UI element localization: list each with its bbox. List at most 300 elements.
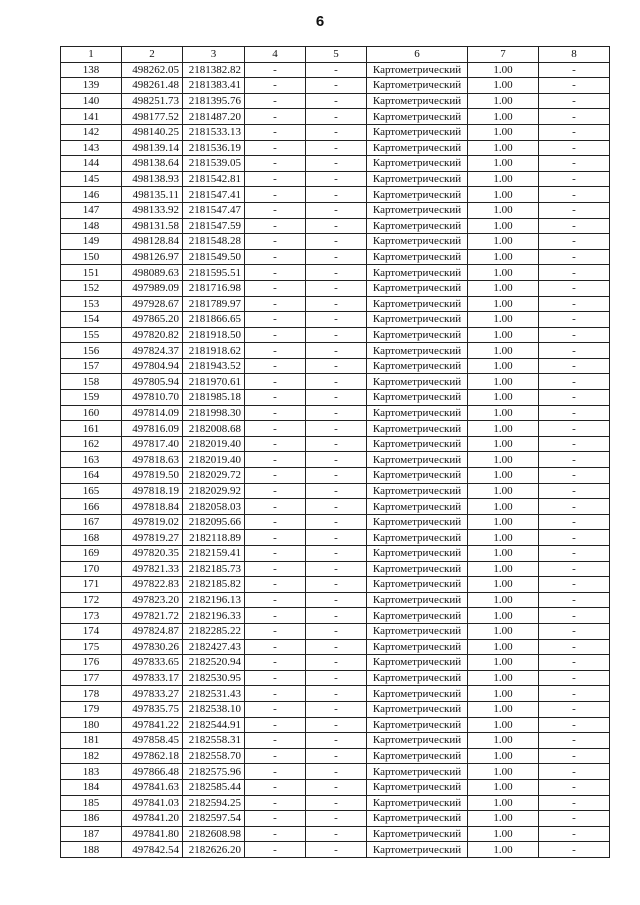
col-4-cell: - — [245, 390, 306, 406]
col-5-cell: - — [306, 218, 367, 234]
point-number-cell: 166 — [61, 499, 122, 515]
point-number-cell: 179 — [61, 701, 122, 717]
table-row — [61, 78, 610, 94]
col-5-cell: - — [306, 265, 367, 281]
col-8-cell: - — [539, 249, 610, 265]
accuracy-cell: 1.00 — [468, 795, 539, 811]
y-coordinate-cell: 2182520.94 — [183, 655, 245, 671]
accuracy-cell: 1.00 — [468, 514, 539, 530]
point-number-cell: 165 — [61, 483, 122, 499]
x-coordinate-cell: 497833.17 — [122, 670, 183, 686]
method-cell: Картометрический — [367, 546, 468, 562]
point-number-cell: 185 — [61, 795, 122, 811]
x-coordinate-cell: 498261.48 — [122, 78, 183, 94]
y-coordinate-cell: 2181533.13 — [183, 124, 245, 140]
col-5-cell: - — [306, 312, 367, 328]
col-5-cell: - — [306, 561, 367, 577]
method-cell: Картометрический — [367, 62, 468, 78]
y-coordinate-cell: 2182585.44 — [183, 779, 245, 795]
accuracy-cell: 1.00 — [468, 296, 539, 312]
accuracy-cell: 1.00 — [468, 452, 539, 468]
table-row — [61, 686, 610, 702]
accuracy-cell: 1.00 — [468, 327, 539, 343]
col-8-cell: - — [539, 655, 610, 671]
y-coordinate-cell: 2182285.22 — [183, 623, 245, 639]
col-4-cell: - — [245, 748, 306, 764]
method-cell: Картометрический — [367, 779, 468, 795]
point-number-cell: 151 — [61, 265, 122, 281]
col-5-cell: - — [306, 327, 367, 343]
col-8-cell: - — [539, 639, 610, 655]
col-5-cell: - — [306, 187, 367, 203]
point-number-cell: 187 — [61, 826, 122, 842]
table-row — [61, 764, 610, 780]
col-5-cell: - — [306, 733, 367, 749]
col-4-cell: - — [245, 202, 306, 218]
y-coordinate-cell: 2181918.50 — [183, 327, 245, 343]
col-8-cell: - — [539, 187, 610, 203]
table-row — [61, 499, 610, 515]
method-cell: Картометрический — [367, 592, 468, 608]
method-cell: Картометрический — [367, 421, 468, 437]
x-coordinate-cell: 497818.84 — [122, 499, 183, 515]
y-coordinate-cell: 2182597.54 — [183, 811, 245, 827]
col-4-cell: - — [245, 343, 306, 359]
y-coordinate-cell: 2182008.68 — [183, 421, 245, 437]
col-5-cell: - — [306, 140, 367, 156]
point-number-cell: 182 — [61, 748, 122, 764]
col-5-cell: - — [306, 343, 367, 359]
accuracy-cell: 1.00 — [468, 187, 539, 203]
col-5-cell: - — [306, 109, 367, 125]
y-coordinate-cell: 2182558.70 — [183, 748, 245, 764]
accuracy-cell: 1.00 — [468, 717, 539, 733]
point-number-cell: 173 — [61, 608, 122, 624]
y-coordinate-cell: 2181539.05 — [183, 156, 245, 172]
table-row — [61, 608, 610, 624]
point-number-cell: 138 — [61, 62, 122, 78]
x-coordinate-cell: 497818.63 — [122, 452, 183, 468]
col-8-cell: - — [539, 795, 610, 811]
col-5-cell: - — [306, 717, 367, 733]
y-coordinate-cell: 2182530.95 — [183, 670, 245, 686]
point-number-cell: 159 — [61, 390, 122, 406]
x-coordinate-cell: 497805.94 — [122, 374, 183, 390]
col-4-cell: - — [245, 483, 306, 499]
accuracy-cell: 1.00 — [468, 608, 539, 624]
y-coordinate-cell: 2182608.98 — [183, 826, 245, 842]
x-coordinate-cell: 497830.26 — [122, 639, 183, 655]
y-coordinate-cell: 2182095.66 — [183, 514, 245, 530]
y-coordinate-cell: 2181536.19 — [183, 140, 245, 156]
y-coordinate-cell: 2182558.31 — [183, 733, 245, 749]
point-number-cell: 145 — [61, 171, 122, 187]
col-8-cell: - — [539, 296, 610, 312]
table-row — [61, 265, 610, 281]
col-5-cell: - — [306, 202, 367, 218]
col-5-cell: - — [306, 795, 367, 811]
table-row — [61, 670, 610, 686]
col-8-cell: - — [539, 514, 610, 530]
y-coordinate-cell: 2181789.97 — [183, 296, 245, 312]
point-number-cell: 172 — [61, 592, 122, 608]
point-number-cell: 162 — [61, 436, 122, 452]
col-8-cell: - — [539, 140, 610, 156]
col-4-cell: - — [245, 608, 306, 624]
table-row — [61, 795, 610, 811]
y-coordinate-cell: 2182019.40 — [183, 452, 245, 468]
y-coordinate-cell: 2182029.72 — [183, 468, 245, 484]
col-5-cell: - — [306, 78, 367, 94]
point-number-cell: 188 — [61, 842, 122, 858]
point-number-cell: 156 — [61, 343, 122, 359]
point-number-cell: 146 — [61, 187, 122, 203]
x-coordinate-cell: 498131.58 — [122, 218, 183, 234]
y-coordinate-cell: 2181595.51 — [183, 265, 245, 281]
method-cell: Картометрический — [367, 202, 468, 218]
col-8-cell: - — [539, 436, 610, 452]
col-8-cell: - — [539, 327, 610, 343]
point-number-cell: 157 — [61, 358, 122, 374]
y-coordinate-cell: 2181918.62 — [183, 343, 245, 359]
col-5-cell: - — [306, 280, 367, 296]
point-number-cell: 175 — [61, 639, 122, 655]
coordinates-table — [60, 46, 610, 858]
table-header-row — [61, 47, 610, 63]
col-8-cell: - — [539, 343, 610, 359]
col-5-cell: - — [306, 171, 367, 187]
method-cell: Картометрический — [367, 171, 468, 187]
method-cell: Картометрический — [367, 374, 468, 390]
method-cell: Картометрический — [367, 639, 468, 655]
point-number-cell: 170 — [61, 561, 122, 577]
col-5-cell: - — [306, 390, 367, 406]
col-8-cell: - — [539, 390, 610, 406]
accuracy-cell: 1.00 — [468, 374, 539, 390]
x-coordinate-cell: 498177.52 — [122, 109, 183, 125]
col-8-cell: - — [539, 124, 610, 140]
col-5-cell: - — [306, 421, 367, 437]
table-row — [61, 343, 610, 359]
point-number-cell: 143 — [61, 140, 122, 156]
table-row — [61, 93, 610, 109]
x-coordinate-cell: 497818.19 — [122, 483, 183, 499]
col-8-cell: - — [539, 546, 610, 562]
method-cell: Картометрический — [367, 93, 468, 109]
x-coordinate-cell: 497819.02 — [122, 514, 183, 530]
col-5-cell: - — [306, 842, 367, 858]
accuracy-cell: 1.00 — [468, 670, 539, 686]
col-8-cell: - — [539, 358, 610, 374]
column-header-1: 1 — [61, 47, 122, 63]
col-8-cell: - — [539, 156, 610, 172]
col-5-cell: - — [306, 686, 367, 702]
point-number-cell: 142 — [61, 124, 122, 140]
accuracy-cell: 1.00 — [468, 686, 539, 702]
accuracy-cell: 1.00 — [468, 390, 539, 406]
col-4-cell: - — [245, 374, 306, 390]
col-8-cell: - — [539, 109, 610, 125]
point-number-cell: 183 — [61, 764, 122, 780]
table-row — [61, 561, 610, 577]
x-coordinate-cell: 497833.27 — [122, 686, 183, 702]
point-number-cell: 141 — [61, 109, 122, 125]
col-4-cell: - — [245, 405, 306, 421]
y-coordinate-cell: 2182019.40 — [183, 436, 245, 452]
x-coordinate-cell: 497820.35 — [122, 546, 183, 562]
table-row — [61, 374, 610, 390]
point-number-cell: 144 — [61, 156, 122, 172]
accuracy-cell: 1.00 — [468, 280, 539, 296]
table-row — [61, 592, 610, 608]
x-coordinate-cell: 498089.63 — [122, 265, 183, 281]
table-row — [61, 280, 610, 296]
accuracy-cell: 1.00 — [468, 202, 539, 218]
accuracy-cell: 1.00 — [468, 265, 539, 281]
accuracy-cell: 1.00 — [468, 436, 539, 452]
col-4-cell: - — [245, 218, 306, 234]
point-number-cell: 167 — [61, 514, 122, 530]
x-coordinate-cell: 497841.63 — [122, 779, 183, 795]
col-5-cell: - — [306, 452, 367, 468]
x-coordinate-cell: 497989.09 — [122, 280, 183, 296]
method-cell: Картометрический — [367, 795, 468, 811]
x-coordinate-cell: 498139.14 — [122, 140, 183, 156]
col-8-cell: - — [539, 78, 610, 94]
x-coordinate-cell: 497822.83 — [122, 577, 183, 593]
y-coordinate-cell: 2181716.98 — [183, 280, 245, 296]
col-5-cell: - — [306, 779, 367, 795]
accuracy-cell: 1.00 — [468, 639, 539, 655]
method-cell: Картометрический — [367, 717, 468, 733]
col-4-cell: - — [245, 62, 306, 78]
table-row — [61, 826, 610, 842]
x-coordinate-cell: 497817.40 — [122, 436, 183, 452]
method-cell: Картометрический — [367, 452, 468, 468]
col-8-cell: - — [539, 405, 610, 421]
x-coordinate-cell: 497804.94 — [122, 358, 183, 374]
accuracy-cell: 1.00 — [468, 701, 539, 717]
x-coordinate-cell: 497816.09 — [122, 421, 183, 437]
point-number-cell: 184 — [61, 779, 122, 795]
accuracy-cell: 1.00 — [468, 577, 539, 593]
accuracy-cell: 1.00 — [468, 171, 539, 187]
table-row — [61, 187, 610, 203]
point-number-cell: 160 — [61, 405, 122, 421]
col-4-cell: - — [245, 717, 306, 733]
method-cell: Картометрический — [367, 436, 468, 452]
method-cell: Картометрический — [367, 124, 468, 140]
y-coordinate-cell: 2181395.76 — [183, 93, 245, 109]
table-row — [61, 140, 610, 156]
y-coordinate-cell: 2182185.73 — [183, 561, 245, 577]
col-5-cell: - — [306, 156, 367, 172]
y-coordinate-cell: 2181985.18 — [183, 390, 245, 406]
col-4-cell: - — [245, 623, 306, 639]
table-row — [61, 514, 610, 530]
method-cell: Картометрический — [367, 483, 468, 499]
col-8-cell: - — [539, 733, 610, 749]
table-row — [61, 748, 610, 764]
accuracy-cell: 1.00 — [468, 421, 539, 437]
point-number-cell: 155 — [61, 327, 122, 343]
col-8-cell: - — [539, 530, 610, 546]
point-number-cell: 158 — [61, 374, 122, 390]
point-number-cell: 169 — [61, 546, 122, 562]
y-coordinate-cell: 2182029.92 — [183, 483, 245, 499]
table-row — [61, 701, 610, 717]
table-row — [61, 546, 610, 562]
col-5-cell: - — [306, 655, 367, 671]
table-row — [61, 249, 610, 265]
x-coordinate-cell: 497841.80 — [122, 826, 183, 842]
accuracy-cell: 1.00 — [468, 358, 539, 374]
method-cell: Картометрический — [367, 655, 468, 671]
col-8-cell: - — [539, 265, 610, 281]
col-8-cell: - — [539, 452, 610, 468]
point-number-cell: 181 — [61, 733, 122, 749]
col-5-cell: - — [306, 405, 367, 421]
y-coordinate-cell: 2182159.41 — [183, 546, 245, 562]
y-coordinate-cell: 2182196.33 — [183, 608, 245, 624]
table-row — [61, 109, 610, 125]
x-coordinate-cell: 497858.45 — [122, 733, 183, 749]
col-5-cell: - — [306, 530, 367, 546]
method-cell: Картометрический — [367, 764, 468, 780]
y-coordinate-cell: 2182196.13 — [183, 592, 245, 608]
method-cell: Картометрический — [367, 405, 468, 421]
table-row — [61, 171, 610, 187]
col-8-cell: - — [539, 280, 610, 296]
point-number-cell: 168 — [61, 530, 122, 546]
col-8-cell: - — [539, 608, 610, 624]
y-coordinate-cell: 2181382.82 — [183, 62, 245, 78]
col-4-cell: - — [245, 140, 306, 156]
x-coordinate-cell: 498262.05 — [122, 62, 183, 78]
point-number-cell: 178 — [61, 686, 122, 702]
col-8-cell: - — [539, 764, 610, 780]
col-5-cell: - — [306, 234, 367, 250]
col-5-cell: - — [306, 748, 367, 764]
col-5-cell: - — [306, 764, 367, 780]
accuracy-cell: 1.00 — [468, 124, 539, 140]
accuracy-cell: 1.00 — [468, 312, 539, 328]
col-4-cell: - — [245, 436, 306, 452]
point-number-cell: 163 — [61, 452, 122, 468]
col-8-cell: - — [539, 670, 610, 686]
table-row — [61, 358, 610, 374]
col-5-cell: - — [306, 296, 367, 312]
col-8-cell: - — [539, 171, 610, 187]
method-cell: Картометрический — [367, 280, 468, 296]
y-coordinate-cell: 2181866.65 — [183, 312, 245, 328]
x-coordinate-cell: 497841.03 — [122, 795, 183, 811]
col-4-cell: - — [245, 327, 306, 343]
col-8-cell: - — [539, 701, 610, 717]
table-row — [61, 218, 610, 234]
table-row — [61, 452, 610, 468]
table-row — [61, 811, 610, 827]
method-cell: Картометрический — [367, 733, 468, 749]
col-4-cell: - — [245, 265, 306, 281]
col-4-cell: - — [245, 124, 306, 140]
x-coordinate-cell: 498126.97 — [122, 249, 183, 265]
col-8-cell: - — [539, 312, 610, 328]
col-8-cell: - — [539, 234, 610, 250]
table-row — [61, 639, 610, 655]
method-cell: Картометрический — [367, 296, 468, 312]
accuracy-cell: 1.00 — [468, 779, 539, 795]
table-row — [61, 202, 610, 218]
x-coordinate-cell: 497823.20 — [122, 592, 183, 608]
y-coordinate-cell: 2182531.43 — [183, 686, 245, 702]
y-coordinate-cell: 2182118.89 — [183, 530, 245, 546]
x-coordinate-cell: 497820.82 — [122, 327, 183, 343]
method-cell: Картометрический — [367, 156, 468, 172]
method-cell: Картометрический — [367, 701, 468, 717]
method-cell: Картометрический — [367, 312, 468, 328]
col-4-cell: - — [245, 530, 306, 546]
col-5-cell: - — [306, 623, 367, 639]
x-coordinate-cell: 497819.27 — [122, 530, 183, 546]
table-row — [61, 468, 610, 484]
x-coordinate-cell: 497810.70 — [122, 390, 183, 406]
col-4-cell: - — [245, 280, 306, 296]
accuracy-cell: 1.00 — [468, 468, 539, 484]
accuracy-cell: 1.00 — [468, 218, 539, 234]
table-row — [61, 124, 610, 140]
x-coordinate-cell: 497865.20 — [122, 312, 183, 328]
table-row — [61, 779, 610, 795]
point-number-cell: 147 — [61, 202, 122, 218]
y-coordinate-cell: 2181542.81 — [183, 171, 245, 187]
col-8-cell: - — [539, 717, 610, 733]
x-coordinate-cell: 498138.64 — [122, 156, 183, 172]
col-4-cell: - — [245, 156, 306, 172]
col-4-cell: - — [245, 733, 306, 749]
x-coordinate-cell: 497821.72 — [122, 608, 183, 624]
accuracy-cell: 1.00 — [468, 140, 539, 156]
table-row — [61, 655, 610, 671]
x-coordinate-cell: 497821.33 — [122, 561, 183, 577]
table-row — [61, 390, 610, 406]
column-header-7: 7 — [468, 47, 539, 63]
point-number-cell: 161 — [61, 421, 122, 437]
x-coordinate-cell: 497814.09 — [122, 405, 183, 421]
point-number-cell: 164 — [61, 468, 122, 484]
col-8-cell: - — [539, 202, 610, 218]
point-number-cell: 186 — [61, 811, 122, 827]
col-4-cell: - — [245, 577, 306, 593]
method-cell: Картометрический — [367, 265, 468, 281]
col-4-cell: - — [245, 312, 306, 328]
accuracy-cell: 1.00 — [468, 655, 539, 671]
point-number-cell: 174 — [61, 623, 122, 639]
x-coordinate-cell: 497842.54 — [122, 842, 183, 858]
table-row — [61, 436, 610, 452]
col-4-cell: - — [245, 826, 306, 842]
col-5-cell: - — [306, 670, 367, 686]
y-coordinate-cell: 2182538.10 — [183, 701, 245, 717]
table-row — [61, 483, 610, 499]
col-8-cell: - — [539, 779, 610, 795]
table-row — [61, 623, 610, 639]
accuracy-cell: 1.00 — [468, 156, 539, 172]
method-cell: Картометрический — [367, 514, 468, 530]
accuracy-cell: 1.00 — [468, 842, 539, 858]
col-5-cell: - — [306, 358, 367, 374]
col-8-cell: - — [539, 93, 610, 109]
